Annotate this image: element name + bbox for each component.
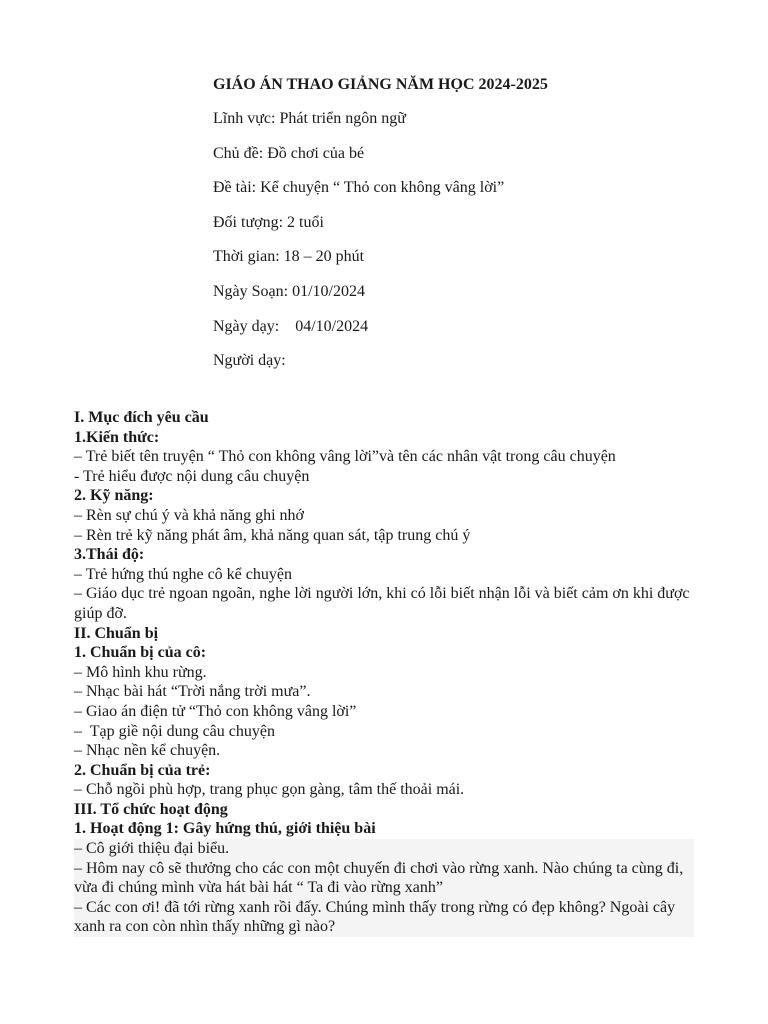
field-topic: Chủ đề: Đồ chơi của bé [213, 144, 365, 162]
paragraph: – Giao án điện tử “Thỏ con không vâng lời” [74, 702, 357, 720]
paragraph: – Giáo dục trẻ ngoan ngoãn, nghe lời người lớn, khi có lỗi biết nhận lỗi và biết cảm ơn khi được giúp đỡ. [74, 585, 694, 622]
paragraph: – Chỗ ngồi phù hợp, trang phục gọn gàng, tâm thế thoải mái. [74, 781, 465, 799]
paragraph: – Hôm nay cô sẽ thưởng cho các con một chuyến đi chơi vào rừng xanh. Nào chúng ta cùng đi, vừa đi chúng mình vừa hát bài hát “ Ta đi vào rừng xanh” [74, 859, 688, 897]
subsection-heading-attitude: 3.Thái độ: [74, 546, 145, 564]
field-prepared-date: Ngày Soạn: 01/10/2024 [213, 282, 365, 300]
lesson-body [74, 408, 694, 937]
field-duration: Thời gian: 18 – 20 phút [213, 248, 365, 266]
section-heading-objectives: I. Mục đích yêu cầu [74, 409, 209, 426]
lesson-header [213, 74, 733, 385]
field-subject: Đề tài: Kể chuyện “ Thỏ con không vâng lời” [213, 179, 505, 197]
field-teaching-date: Ngày dạy: 04/10/2024 [213, 317, 369, 335]
paragraph: - Trẻ hiểu được nội dung câu chuyện [74, 467, 310, 485]
section-heading-activities: III. Tổ chức hoạt động [74, 800, 228, 818]
subsection-heading-knowledge: 1.Kiến thức: [74, 428, 160, 446]
paragraph: – Cô giới thiệu đại biểu. [74, 840, 230, 858]
paragraph: – Nhạc bài hát “Trời nắng trời mưa”. [74, 683, 311, 701]
subsection-heading-skills: 2. Kỹ năng: [74, 487, 154, 505]
paragraph: – Nhạc nền kể chuyện. [74, 742, 221, 760]
paragraph: – Tạp giề nội dung câu chuyện [74, 722, 275, 740]
subsection-heading-teacher-prep: 1. Chuẩn bị của cô: [74, 644, 207, 662]
shaded-block [74, 839, 694, 937]
paragraph: – Trẻ hứng thú nghe cô kể chuyện [74, 565, 292, 583]
paragraph: – Trẻ biết tên truyện “ Thỏ con không vâng lời”và tên các nhân vật trong câu chuyện [74, 448, 616, 466]
section-heading-preparation: II. Chuẩn bị [74, 624, 159, 642]
field-audience: Đối tượng: 2 tuổi [213, 213, 324, 231]
field-domain: Lĩnh vực: Phát triển ngôn ngữ [213, 110, 406, 127]
subsection-heading-child-prep: 2. Chuẩn bị của trẻ: [74, 761, 211, 779]
field-teacher: Người dạy: [213, 352, 286, 370]
subsection-heading-activity-1: 1. Hoạt động 1: Gây hứng thú, giới thiệu bài [74, 820, 376, 838]
paragraph: – Mô hình khu rừng. [74, 663, 207, 681]
paragraph: – Rèn trẻ kỹ năng phát âm, khả năng quan sát, tập trung chú ý [74, 526, 471, 544]
paragraph: – Các con ơi! đã tới rừng xanh rồi đấy. Chúng mình thấy trong rừng có đẹp không? Ngoài cây xanh ra con còn nhìn thấy những gì nào? [74, 898, 680, 936]
document-title: GIÁO ÁN THAO GIẢNG NĂM HỌC 2024-2025 [213, 76, 548, 93]
paragraph: – Rèn sự chú ý và khả năng ghi nhớ [74, 506, 304, 524]
